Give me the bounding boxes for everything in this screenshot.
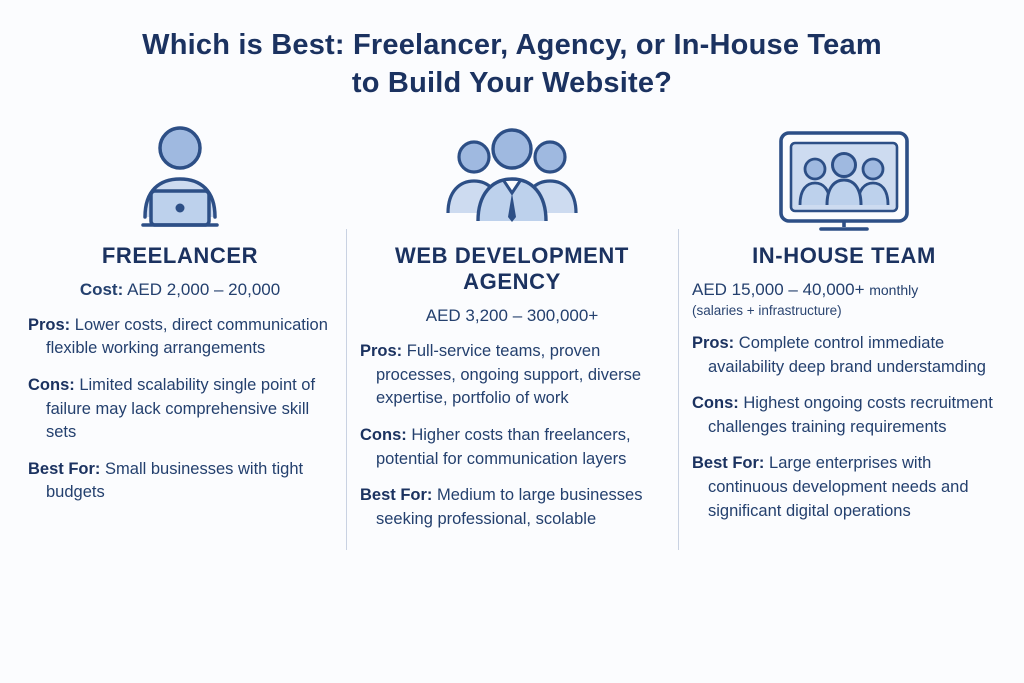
title-line-1: Which is Best: Freelancer, Agency, or In-House Team (142, 29, 882, 61)
pros-text-in-house: Complete control immediate availability deep brand understamding (708, 334, 986, 376)
best-for-label-agency: Best For: (360, 486, 433, 505)
cons-text-freelancer: Limited scalability single point of failure may lack comprehensive skill sets (46, 376, 316, 442)
best-for-label-in-house: Best For: (692, 454, 765, 473)
best-for-text-agency: Medium to large businesses seeking professional, scolable (376, 486, 643, 528)
cost-freelancer (28, 279, 332, 302)
best-for-text-in-house: Large enterprises with continuous development needs and significant digital operations (708, 454, 969, 520)
three-people-group-icon (432, 121, 592, 237)
cost-value-in-house: AED 15,000 – 40,000+ (692, 279, 865, 299)
cons-freelancer (28, 374, 332, 445)
column-agency (346, 121, 678, 545)
monitor-video-call-team-icon (769, 121, 919, 237)
best-for-in-house (692, 452, 996, 523)
in-house-icon-wrap (692, 121, 996, 237)
cons-label-agency: Cons: (360, 426, 407, 445)
cons-text-agency: Higher costs than freelancers, potential for communication layers (376, 426, 631, 468)
cons-agency (360, 424, 664, 471)
pros-label-freelancer: Pros: (28, 315, 71, 334)
pros-text-agency: Full-service teams, proven processes, ongoing support, diverse expertise, portfolio of work (376, 342, 642, 408)
person-with-laptop-icon (115, 121, 245, 237)
best-for-label-freelancer: Best For: (28, 459, 101, 478)
agency-icon-wrap (360, 121, 664, 237)
pros-label-in-house: Pros: (692, 334, 735, 353)
cost-value-agency: AED 3,200 – 300,000+ (425, 306, 599, 326)
freelancer-icon-wrap (28, 121, 332, 237)
column-freelancer (14, 121, 346, 545)
pros-label-agency: Pros: (360, 342, 403, 361)
cost-note-in-house: (salaries + infrastructure) (692, 302, 842, 318)
cost-value-freelancer: AED 2,000 – 20,000 (127, 279, 281, 299)
title-line-2: to Build Your Website? (351, 67, 673, 100)
best-for-freelancer (28, 458, 332, 505)
column-title-freelancer: FREELANCER (101, 242, 259, 268)
column-title-agency: WEB DEVELOPMENT AGENCY (395, 242, 629, 294)
pros-in-house (692, 332, 996, 379)
best-for-agency (360, 484, 664, 531)
best-for-text-freelancer: Small businesses with tight budgets (46, 459, 304, 502)
cons-label-freelancer: Cons: (28, 376, 75, 395)
cost-label-freelancer: Cost: (79, 279, 124, 299)
cost-suffix-in-house: monthly (869, 281, 919, 298)
pros-freelancer (28, 314, 332, 361)
column-title-in-house: IN-HOUSE TEAM (752, 242, 936, 268)
cost-in-house (692, 279, 996, 320)
pros-agency (360, 340, 664, 411)
comparison-columns (0, 103, 1024, 545)
cons-text-in-house: Highest ongoing costs recruitment challenges training requirements (708, 394, 993, 436)
cons-label-in-house: Cons: (692, 394, 739, 413)
column-in-house-team (678, 121, 1010, 545)
cost-agency (360, 305, 664, 328)
cons-in-house (692, 392, 996, 439)
page-title (0, 0, 1024, 103)
pros-text-freelancer: Lower costs, direct communication flexible working arrangements (46, 315, 328, 358)
